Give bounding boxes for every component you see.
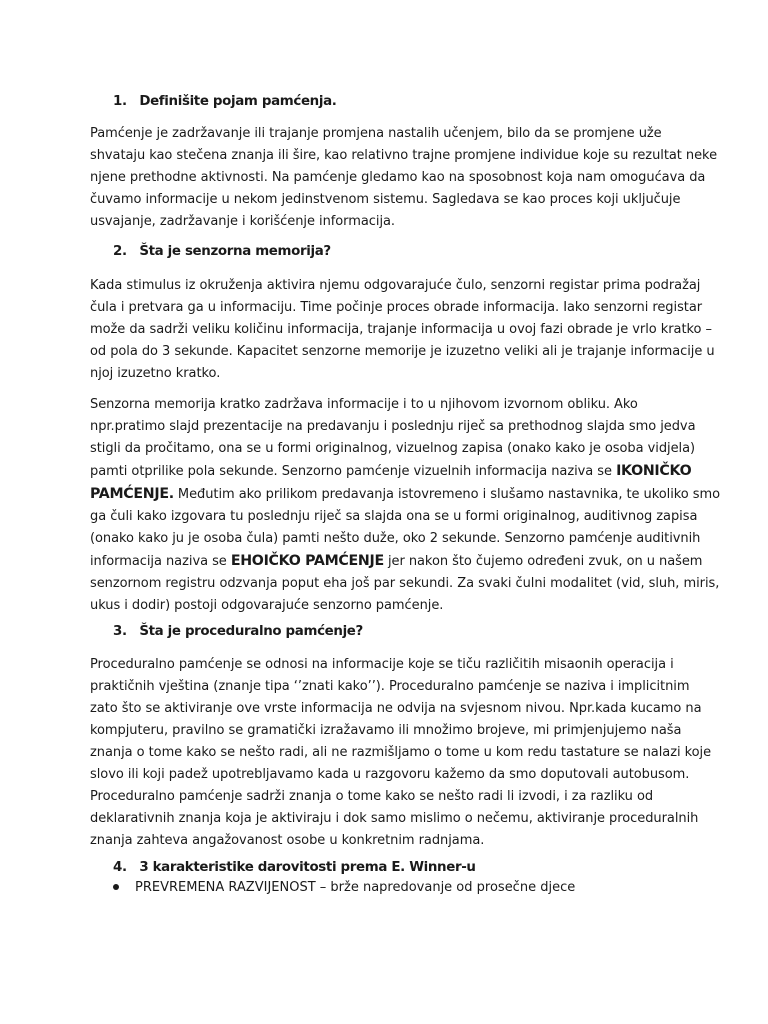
section-3-paragraph [90,654,712,852]
section-4-title: 3 karakteristike darovitosti prema E. Winner-u [139,860,476,875]
text-line: kompjuteru, pravilno se gramatički izražavamo ili množimo brojeve, mi primjenjujemo naša [90,723,682,738]
text-line: može da sadrži veliku količinu informacija, trajanje informacija u ovoj fazi obrade je vrlo kratko – [90,322,712,337]
section-1-paragraph [90,123,718,233]
text-line: stigli da pročitamo, ona se u formi originalnog, vizuelnog zapisa (onako kako je osoba vidjela) [90,441,696,456]
emphasis-term: IKONIČKO [616,463,692,479]
text-line: znanja o tome kako se nešto radi, ali ne razmišljamo o tome u kom redu tastature se nalazi koje [90,745,712,760]
section-2-title: Šta je senzorna memorija? [139,244,331,259]
text-run: jer nakon što čujemo određeni zvuk, on u našem [383,554,703,569]
text-line: čula i pretvara ga u informaciju. Time počinje proces obrade informacija. Iako senzorni registar [90,300,703,315]
text-line: ukus i dodir) postoji odgovarajuće senzorno pamćenje. [90,598,444,613]
section-3-title: Šta je proceduralno pamćenje? [139,624,363,639]
text-run: Međutim ako prilikom predavanja istovremeno i slušamo nastavnika, te ukoliko smo [173,487,721,502]
section-2-paragraph-1 [90,275,715,385]
text-line: njoj izuzetno kratko. [90,366,221,381]
text-line [90,460,690,483]
text-line: ga čuli kako izgovara tu poslednju riječ sa slajda ona se u formi originalnog, auditivnog zapisa [90,509,698,524]
text-line: zato što se aktiviranje ove vrste informacija ne odvija na svjesnom nivou. Npr.kada kucamo na [90,701,702,716]
section-4-number: 4. [113,860,127,875]
text-line: slovo ili koji padež upotrebljavamo kada u razgovoru kažemo da smo doputovali autobusom. [90,767,690,782]
text-line [90,483,721,506]
text-line: Proceduralno pamćenje se odnosi na informacije koje se tiču različitih misaonih operacija i [90,657,674,672]
section-1-heading [113,94,337,109]
text-line: znanja zahteva angažovanost osobe u konkretnim radnjama. [90,833,485,848]
text-line: (onako kako ju je osoba čula) pamti nešto duže, oko 2 sekunde. Senzorno pamćenje auditivnih [90,531,701,546]
text-line: deklarativnih znanja koja je aktiviraju i dok samo mislimo o nečemu, aktiviranje proceduralnih [90,811,699,826]
section-4-heading [113,860,476,875]
text-run: informacija naziva se [90,554,231,569]
section-2-number: 2. [113,244,127,259]
text-line: od pola do 3 sekunde. Kapacitet senzorne memorije je izuzetno veliki ali je trajanje informacije u [90,344,715,359]
section-3-number: 3. [113,624,127,639]
section-3-heading [113,624,363,639]
section-2-heading [113,244,331,259]
emphasis-term: EHOIČKO PAMĆENJE [230,553,384,569]
section-1-number: 1. [113,94,127,109]
list-item-text: PREVREMENA RAZVIJENOST – brže napredovanje od prosečne djece [135,880,576,895]
text-line: shvataju kao stečena znanja ili šire, kao relativno trajne promjene individue koje su rezultat neke [90,148,718,163]
section-1-title: Definišite pojam pamćenja. [139,94,337,109]
bullet-icon [113,884,119,890]
text-run: pamti otprilike pola sekunde. Senzorno pamćenje vizuelnih informacija naziva se [90,464,617,479]
text-line: praktičnih vještina (znanje tipa ‘’znati kako’’). Proceduralno pamćenje se naziva i implicitnim [90,679,690,694]
text-line: Kada stimulus iz okruženja aktivira njemu odgovarajuće čulo, senzorni registar prima podražaj [90,278,701,293]
text-line: Pamćenje je zadržavanje ili trajanje promjena nastalih učenjem, bilo da se promjene uže [90,126,662,141]
text-line: npr.pratimo slajd prezentacije na predavanju i poslednju riječ sa prethodnog slajda smo jedva [90,419,696,434]
text-line: čuvamo informacije u nekom jedinstvenom sistemu. Sagledava se kao proces koji uključuje [90,192,681,207]
section-2-paragraph-2 [90,394,721,617]
text-line: usvajanje, zadržavanje i korišćenje informacija. [90,214,395,229]
text-line: Senzorna memorija kratko zadržava informacije i to u njihovom izvornom obliku. Ako [90,397,638,412]
text-line: Proceduralno pamćenje sadrži znanja o tome kako se nešto radi li izvodi, i za razliku od [90,789,654,804]
emphasis-term: PAMĆENJE. [90,486,174,502]
text-line [90,550,703,573]
text-line: senzornom registru odzvanja poput eha još par sekundi. Za svaki čulni modalitet (vid, sluh, miris, [90,576,720,591]
text-line: njene prethodne aktivnosti. Na pamćenje gledamo kao na sposobnost koja nam omogućava da [90,170,706,185]
